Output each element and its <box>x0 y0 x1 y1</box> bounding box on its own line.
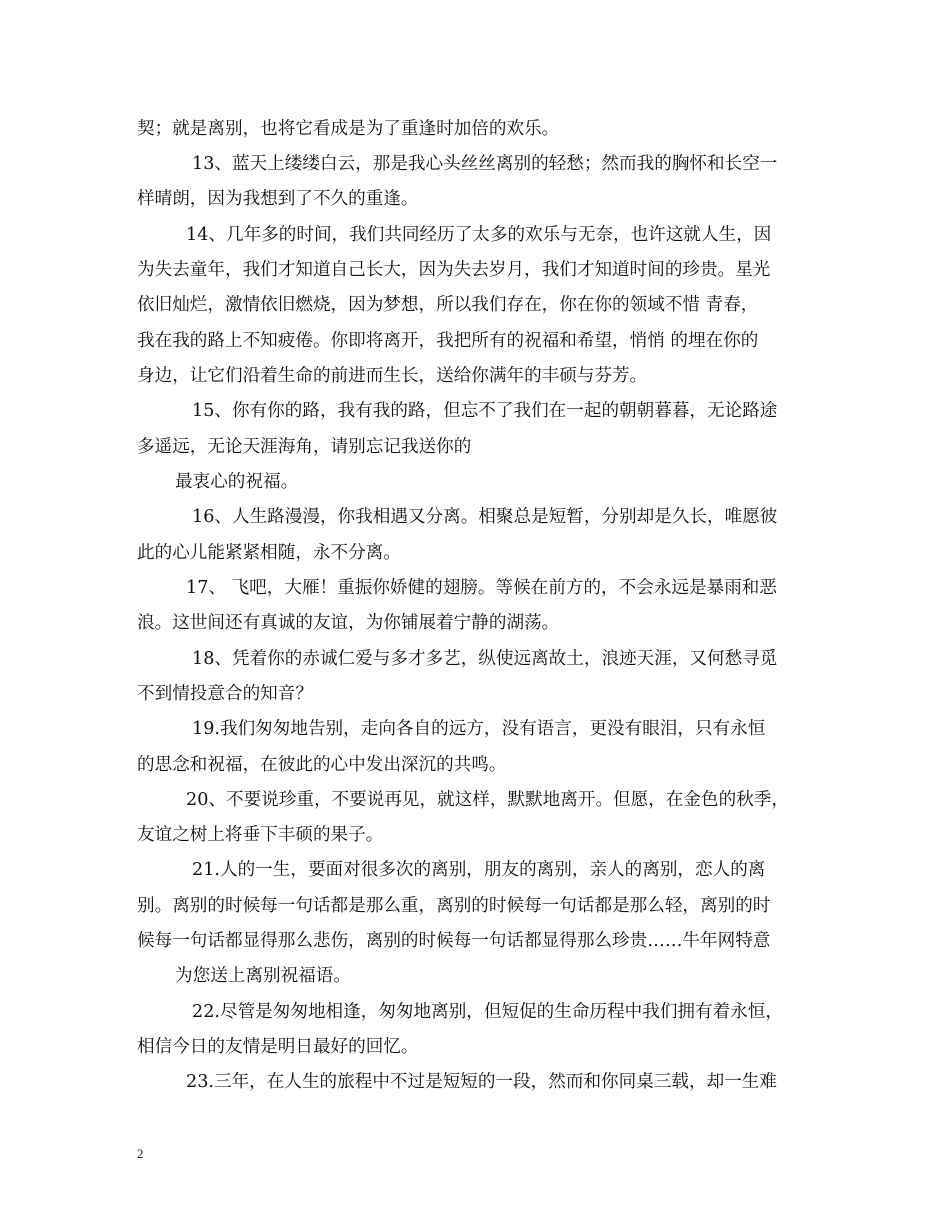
text-line: 的思念和祝福，在彼此的心中发出深沉的共鸣。 <box>137 755 507 775</box>
text-line: 16、人生路漫漫，你我相遇又分离。相聚总是短暂，分别却是久长，唯愿彼 <box>192 507 778 527</box>
text-line: 23.三年，在人生的旅程中不过是短短的一段，然而和你同桌三载，却一生难 <box>186 1072 777 1092</box>
text-line: 身边，让它们沿着生命的前进而生长，送给你满年的丰硕与芬芳。 <box>137 366 648 386</box>
text-line: 相信今日的友情是明日最好的回忆。 <box>137 1037 419 1057</box>
text-line: 浪。这世间还有真诚的友谊，为你铺展着宁静的湖荡。 <box>137 613 560 633</box>
text-line: 我在我的路上不知疲倦。你即将离开，我把所有的祝福和希望，悄悄 的埋在你的 <box>137 331 759 351</box>
page-number: 2 <box>137 1146 144 1161</box>
text-line: 17、 飞吧，大雁！重振你娇健的翅膀。等候在前方的，不会永远是暴雨和恶 <box>186 578 777 598</box>
text-line: 20、不要说珍重，不要说再见，就这样，默默地离开。但愿，在金色的秋季， <box>186 790 789 810</box>
text-line: 最衷心的祝福。 <box>175 472 299 492</box>
text-line: 22.尽管是匆匆地相逢，匆匆地离别，但短促的生命历程中我们拥有着永恒， <box>192 1002 783 1022</box>
text-line: 15、你有你的路，我有我的路，但忘不了我们在一起的朝朝暮暮，无论路途 <box>192 401 778 421</box>
text-line: 依旧灿烂，激情依旧燃烧，因为梦想，所以我们存在，你在你的领域不惜 青春， <box>137 295 759 315</box>
text-line: 不到情投意合的知音？ <box>137 684 313 704</box>
text-line: 此的心儿能紧紧相随，永不分离。 <box>137 543 401 563</box>
text-line: 13、蓝天上缕缕白云，那是我心头丝丝离别的轻愁；然而我的胸怀和长空一 <box>192 154 778 174</box>
text-line: 候每一句话都显得那么悲伤，离别的时候每一句话都显得那么珍贵……牛年网特意 <box>137 931 771 951</box>
text-line: 为您送上离别祝福语。 <box>175 966 351 986</box>
text-line: 样晴朗，因为我想到了不久的重逢。 <box>137 189 419 209</box>
text-line: 19.我们匆匆地告别，走向各自的远方，没有语言，更没有眼泪，只有永恒 <box>192 719 766 739</box>
text-line: 契；就是离别，也将它看成是为了重逢时加倍的欢乐。 <box>137 119 560 139</box>
text-line: 多遥远，无论天涯海角，请别忘记我送你的 <box>137 437 472 457</box>
text-line: 14、几年多的时间，我们共同经历了太多的欢乐与无奈，也许这就人生，因 <box>186 225 772 245</box>
text-line: 为失去童年，我们才知道自己长大，因为失去岁月，我们才知道时间的珍贵。星光 <box>137 260 771 280</box>
text-line: 21.人的一生，要面对很多次的离别，朋友的离别，亲人的离别，恋人的离 <box>192 860 766 880</box>
text-line: 别。离别的时候每一句话都是那么重，离别的时候每一句话都是那么轻，离别的时 <box>137 896 771 916</box>
text-line: 18、凭着你的赤诚仁爱与多才多艺，纵使远离故土，浪迹天涯，又何愁寻觅 <box>192 649 778 669</box>
text-line: 友谊之树上将垂下丰硕的果子。 <box>137 825 384 845</box>
